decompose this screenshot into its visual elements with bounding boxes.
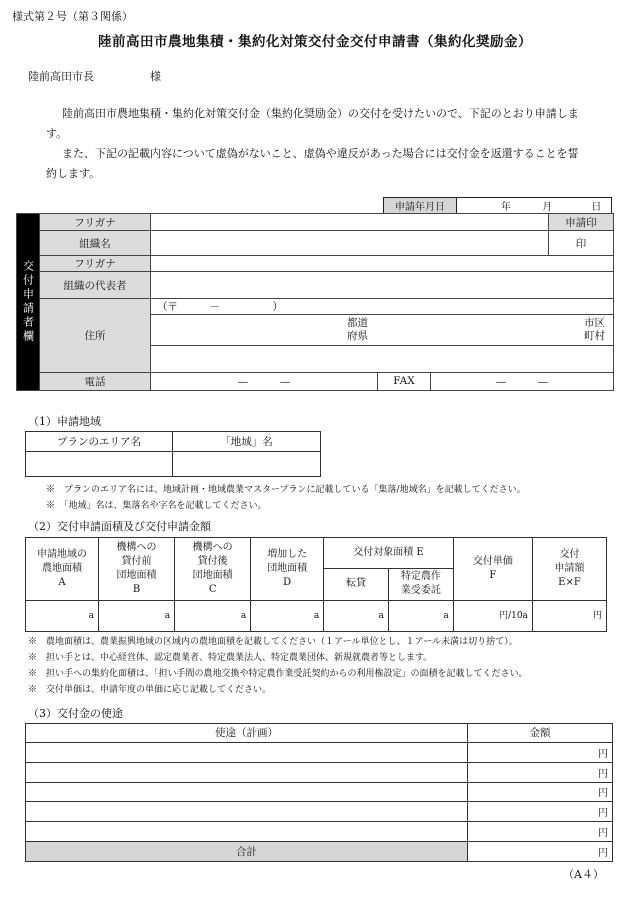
amount-field[interactable]: 円 (468, 822, 613, 842)
postal-code: （〒 － ） (157, 301, 283, 314)
value-e2[interactable]: a (388, 600, 453, 631)
use-table (25, 723, 613, 862)
phone-dashes: — — (237, 375, 291, 388)
seal-label: 申請印 (549, 214, 614, 231)
addressee (28, 68, 161, 84)
amount-field[interactable]: 円 (468, 742, 613, 762)
total-amount-field[interactable]: 円 (468, 842, 613, 862)
applicant-table (16, 213, 614, 391)
section2-notes (28, 634, 528, 698)
header-f: 交付単価 F (453, 538, 532, 601)
applicant-side-label: 交付申請者欄 (17, 214, 40, 391)
fax-field[interactable] (431, 372, 614, 390)
document-title: 陸前高田市農地集積・集約化対策交付金交付申請書（集約化奨励金） (98, 34, 532, 50)
area-name-field[interactable] (26, 452, 173, 477)
intro-text (46, 104, 586, 184)
header-b: 機構への 貸付前 団地面積 B (99, 538, 175, 601)
region-name-field[interactable] (173, 452, 321, 477)
prefecture-label: 都道 府県 (347, 317, 368, 343)
paper-size-label: （A４） (563, 868, 604, 881)
fax-label: FAX (378, 372, 431, 390)
area-name-header: プランのエリア名 (26, 432, 173, 452)
amount-header: 金額 (468, 724, 613, 743)
intro-line-1: 陸前高田市農地集積・集約化対策交付金（集約化奨励金）の交付を受けたいので、下記のとおり申請します。 (46, 107, 579, 140)
total-label: 合計 (26, 842, 468, 862)
use-field[interactable] (26, 782, 468, 802)
org-name-field[interactable] (151, 231, 549, 256)
use-header: 使途（計画） (26, 724, 468, 743)
amount-field[interactable]: 円 (468, 802, 613, 822)
address-label: 住所 (40, 298, 151, 372)
value-c[interactable]: a (175, 600, 251, 631)
section1-note: ※ 「地域」名は、集落名や字名を記載してください。 (46, 501, 267, 511)
intro-line-2: また、下記の記載内容について虚偽がないこと、虚偽や違反があった場合には交付金を返還することを誓約します。 (46, 147, 579, 180)
rep-furigana-label: フリガナ (40, 255, 151, 271)
date-label: 申請年月日 (384, 198, 457, 214)
rep-furigana-field[interactable] (151, 255, 614, 271)
header-d: 増加した 団地面積 D (251, 538, 324, 601)
use-field[interactable] (26, 822, 468, 842)
value-g[interactable]: 円 (532, 600, 606, 631)
header-g: 交付 申請額 E×F (532, 538, 606, 601)
header-e: 交付対象面積 E (324, 538, 454, 569)
section3-heading: （3）交付金の使途 (28, 707, 123, 720)
furigana-label: フリガナ (40, 214, 151, 231)
use-field[interactable] (26, 742, 468, 762)
section2-note: ※ 担い手とは、中心経営体、認定農業者、特定農業法人、特定農業団体、新規就農者等とします。 (28, 653, 433, 663)
section2-note: ※ 交付単価は、申請年度の単価に応じ記載してください。 (28, 685, 272, 695)
area-table (25, 431, 321, 477)
phone-field[interactable] (151, 372, 378, 390)
representative-field[interactable] (151, 272, 614, 299)
header-e1: 転貸 (324, 569, 389, 600)
date-field[interactable] (457, 198, 612, 214)
phone-label: 電話 (40, 372, 151, 390)
value-d[interactable]: a (251, 600, 324, 631)
section2-note: ※ 農地面積は、農業振興地域の区域内の農地面積を記載してください（１アール単位とし、１アール未満は切り捨て）。 (28, 637, 518, 647)
section1-note: ※ プランのエリア名には、地域計画・地域農業マスタープランに記載している「集落/地域名」を記載してください。 (46, 485, 526, 495)
value-e1[interactable]: a (324, 600, 389, 631)
address-field[interactable] (151, 315, 614, 372)
section2-heading: （2）交付申請面積及び交付申請金額 (28, 520, 211, 533)
amount-table (25, 537, 607, 632)
form-number: 様式第２号（第３関係） (12, 10, 133, 23)
fax-dashes: — — (495, 375, 549, 388)
city-label: 市区 町村 (584, 317, 605, 343)
header-e2: 特定農作 業受委託 (388, 569, 453, 600)
seal-mark: 印 (575, 237, 587, 250)
postal-field[interactable] (151, 298, 614, 314)
use-field[interactable] (26, 802, 468, 822)
amount-field[interactable]: 円 (468, 782, 613, 802)
section2-note: ※ 担い手への集約化面積は、「担い手間の農地交換や特定農作業受託契約からの利用権設定」の面積を記載してください。 (28, 669, 528, 679)
header-c: 機構への 貸付後 団地面積 C (175, 538, 251, 601)
furigana-field[interactable] (151, 214, 549, 231)
value-f[interactable]: 円/10a (453, 600, 532, 631)
section1-notes (46, 482, 526, 514)
seal-field[interactable] (549, 231, 614, 256)
year-label: 年 (501, 202, 511, 213)
header-a: 申請地域の 農地面積 A (26, 538, 99, 601)
value-b[interactable]: a (99, 600, 175, 631)
value-a[interactable]: a (26, 600, 99, 631)
org-name-label: 組織名 (40, 231, 151, 256)
day-label: 日 (591, 202, 602, 213)
use-field[interactable] (26, 762, 468, 782)
application-date-row (383, 197, 612, 214)
section1-heading: （1）申請地域 (28, 415, 101, 428)
region-name-header: 「地域」名 (173, 432, 321, 452)
addressee-honorific: 様 (150, 70, 161, 83)
amount-field[interactable]: 円 (468, 762, 613, 782)
month-label: 月 (542, 202, 553, 213)
representative-label: 組織の代表者 (40, 272, 151, 299)
addressee-name: 陸前高田市長 (28, 70, 94, 83)
